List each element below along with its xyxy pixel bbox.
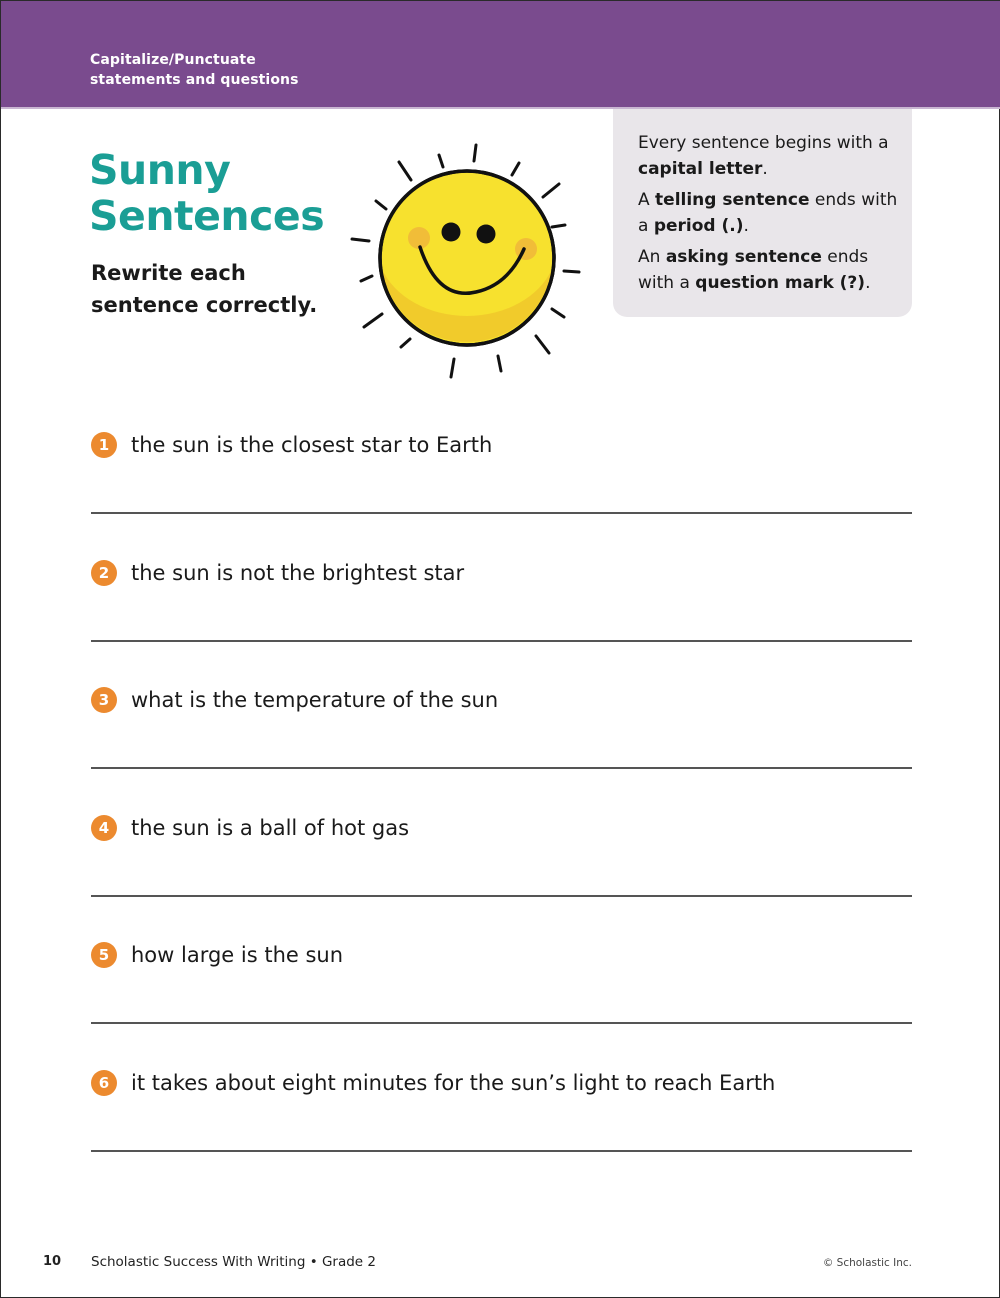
rule-2-bold-2: period (.)	[653, 215, 744, 236]
page-title-line-2: Sentences	[89, 192, 325, 240]
skill-label	[90, 50, 299, 90]
rule-asking-sentence	[638, 245, 902, 296]
skill-label-line-2: statements and questions	[90, 72, 299, 88]
item-number-badge: 6	[91, 1070, 117, 1096]
item-number-badge: 3	[91, 687, 117, 713]
answer-line[interactable]	[91, 512, 912, 514]
rule-3-mid: ends with a	[638, 247, 869, 293]
answer-line[interactable]	[91, 1150, 912, 1152]
exercise-item	[91, 810, 912, 938]
page-title-line-1: Sunny	[89, 146, 231, 194]
item-sentence: the sun is the closest star to Earth	[131, 433, 493, 457]
item-sentence: the sun is not the brightest star	[131, 561, 465, 585]
page-number: 10	[43, 1254, 62, 1269]
exercise-item	[91, 1065, 912, 1193]
rule-1-text: Every sentence begins with a	[638, 133, 889, 153]
answer-line[interactable]	[91, 895, 912, 897]
skill-label-line-1: Capitalize/Punctuate	[90, 52, 256, 68]
exercise-item	[91, 937, 912, 1065]
rule-capital-letter	[638, 131, 902, 182]
rules-box	[613, 109, 912, 317]
page-footer	[1, 1251, 1000, 1275]
exercise-item	[91, 427, 912, 555]
rule-3-end: .	[865, 272, 871, 293]
header-band	[1, 1, 1000, 109]
rule-2-mid: ends with a	[638, 190, 898, 236]
exercise-item	[91, 555, 912, 683]
item-number-badge: 1	[91, 432, 117, 458]
answer-line[interactable]	[91, 767, 912, 769]
rule-2-text: A	[638, 190, 656, 210]
item-sentence: what is the temperature of the sun	[131, 688, 499, 712]
page-title	[89, 147, 324, 239]
copyright: © Scholastic Inc.	[822, 1257, 912, 1269]
instructions-line-2: sentence correctly.	[91, 293, 318, 317]
item-number-badge: 4	[91, 815, 117, 841]
book-title: Scholastic Success With Writing • Grade 2	[91, 1254, 376, 1270]
answer-line[interactable]	[91, 1022, 912, 1024]
item-sentence: the sun is a ball of hot gas	[131, 816, 410, 840]
instructions-line-1: Rewrite each	[91, 261, 246, 285]
rule-3-text: An	[638, 247, 666, 267]
rule-3-bold-2: question mark (?)	[695, 272, 866, 293]
rule-1-bold: capital letter	[638, 158, 763, 179]
exercise-item	[91, 682, 912, 810]
item-sentence: it takes about eight minutes for the sun’s light to reach Earth	[131, 1071, 776, 1095]
rule-2-bold-1: telling sentence	[655, 190, 810, 210]
answer-line[interactable]	[91, 640, 912, 642]
rule-1-end: .	[762, 158, 768, 179]
item-sentence: how large is the sun	[131, 943, 344, 967]
item-number-badge: 2	[91, 560, 117, 586]
rule-2-end: .	[743, 215, 749, 236]
rule-3-bold-1: asking sentence	[665, 247, 822, 267]
instructions	[91, 257, 317, 321]
sun-icon	[346, 141, 586, 381]
item-number-badge: 5	[91, 942, 117, 968]
rule-telling-sentence	[638, 188, 902, 239]
